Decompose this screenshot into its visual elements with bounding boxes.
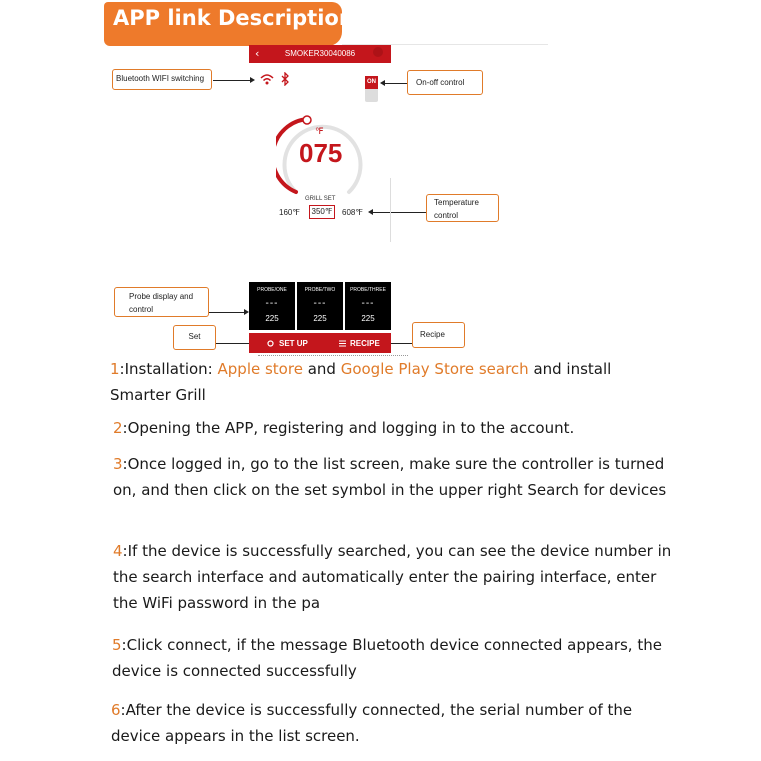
callout-bluetooth-wifi: Bluetooth WIFI switching bbox=[112, 69, 212, 90]
probe-name: PROBE/THREE bbox=[350, 287, 386, 293]
step-5 bbox=[112, 632, 672, 684]
bluetooth-icon[interactable] bbox=[280, 72, 290, 86]
step-text: :Opening the APP, registering and logging in to the account. bbox=[122, 419, 575, 437]
arrow-line bbox=[372, 212, 426, 213]
probe-value: 225 bbox=[265, 314, 279, 323]
min-temperature: 160℉ bbox=[279, 208, 300, 217]
step-number: 1 bbox=[110, 360, 120, 378]
side-rule bbox=[390, 178, 391, 242]
setup-icon[interactable] bbox=[267, 340, 274, 347]
step-text: :If the device is successfully searched, you can see the device number in the search interface and automatically enter the pairing interface, enter the WiFi password in the pa bbox=[113, 542, 672, 612]
arrow-head bbox=[250, 77, 255, 83]
recipe-button[interactable]: RECIPE bbox=[350, 339, 380, 348]
device-id: SMOKER30040086 bbox=[284, 49, 356, 58]
grill-set-label: GRILL SET bbox=[305, 196, 336, 202]
step-6 bbox=[111, 697, 671, 749]
wifi-icon[interactable] bbox=[260, 72, 274, 86]
probe-name: PROBE/TWO bbox=[304, 287, 336, 293]
callout-recipe: Recipe bbox=[412, 322, 465, 348]
step-4 bbox=[113, 538, 673, 616]
step-text: :Installation: bbox=[119, 360, 218, 378]
callout-set: Set bbox=[173, 325, 216, 350]
arrow-line bbox=[213, 80, 251, 81]
step-text: and install Smarter Grill bbox=[110, 360, 612, 404]
callout-on-off: On-off control bbox=[407, 70, 483, 95]
power-toggle-on[interactable]: ON bbox=[365, 76, 378, 89]
step-number: 5 bbox=[112, 636, 122, 654]
probe-card-one[interactable] bbox=[249, 282, 295, 330]
step-text: :Once logged in, go to the list screen, make sure the controller is turned on, and then click on the set symbol in the upper right Search for devices bbox=[113, 455, 667, 499]
apple-store-link[interactable]: Apple store bbox=[217, 360, 303, 378]
probe-dashes: --- bbox=[265, 298, 279, 309]
step-text: :Click connect, if the message Bluetooth device connected appears, the device is connected successfully bbox=[112, 636, 662, 680]
google-play-link[interactable]: Google Play Store search bbox=[340, 360, 529, 378]
current-temperature: 075 bbox=[299, 138, 343, 168]
settings-icon[interactable] bbox=[373, 47, 383, 57]
step-number: 2 bbox=[113, 419, 123, 437]
probe-card-two[interactable] bbox=[297, 282, 343, 330]
setup-button[interactable]: SET UP bbox=[279, 339, 308, 348]
arrow-line bbox=[209, 312, 245, 313]
menu-icon[interactable] bbox=[339, 340, 346, 347]
step-text: :After the device is successfully connected, the serial number of the device appears in the list screen. bbox=[111, 701, 633, 745]
step-2 bbox=[113, 415, 673, 441]
probe-card-three[interactable] bbox=[345, 282, 391, 330]
probe-value: 225 bbox=[361, 314, 375, 323]
step-number: 3 bbox=[113, 455, 123, 473]
back-arrow-icon[interactable]: ‹ bbox=[255, 47, 260, 60]
probe-name: PROBE/ONE bbox=[257, 287, 287, 293]
step-3 bbox=[113, 451, 673, 503]
callout-temperature: Temperature control bbox=[426, 194, 499, 222]
step-number: 6 bbox=[111, 701, 121, 719]
page-title: APP link Description bbox=[113, 6, 354, 30]
step-number: 4 bbox=[113, 542, 123, 560]
step-1 bbox=[110, 356, 670, 408]
temperature-unit: ℉ bbox=[315, 126, 324, 136]
grill-set-value[interactable]: 350℉ bbox=[309, 205, 335, 219]
probe-dashes: --- bbox=[313, 298, 327, 309]
max-temperature: 608℉ bbox=[342, 208, 363, 217]
probe-dashes: --- bbox=[361, 298, 375, 309]
arrow-line bbox=[384, 83, 407, 84]
probe-value: 225 bbox=[313, 314, 327, 323]
step-text: and bbox=[302, 360, 341, 378]
callout-probe: Probe display and control bbox=[114, 287, 209, 317]
